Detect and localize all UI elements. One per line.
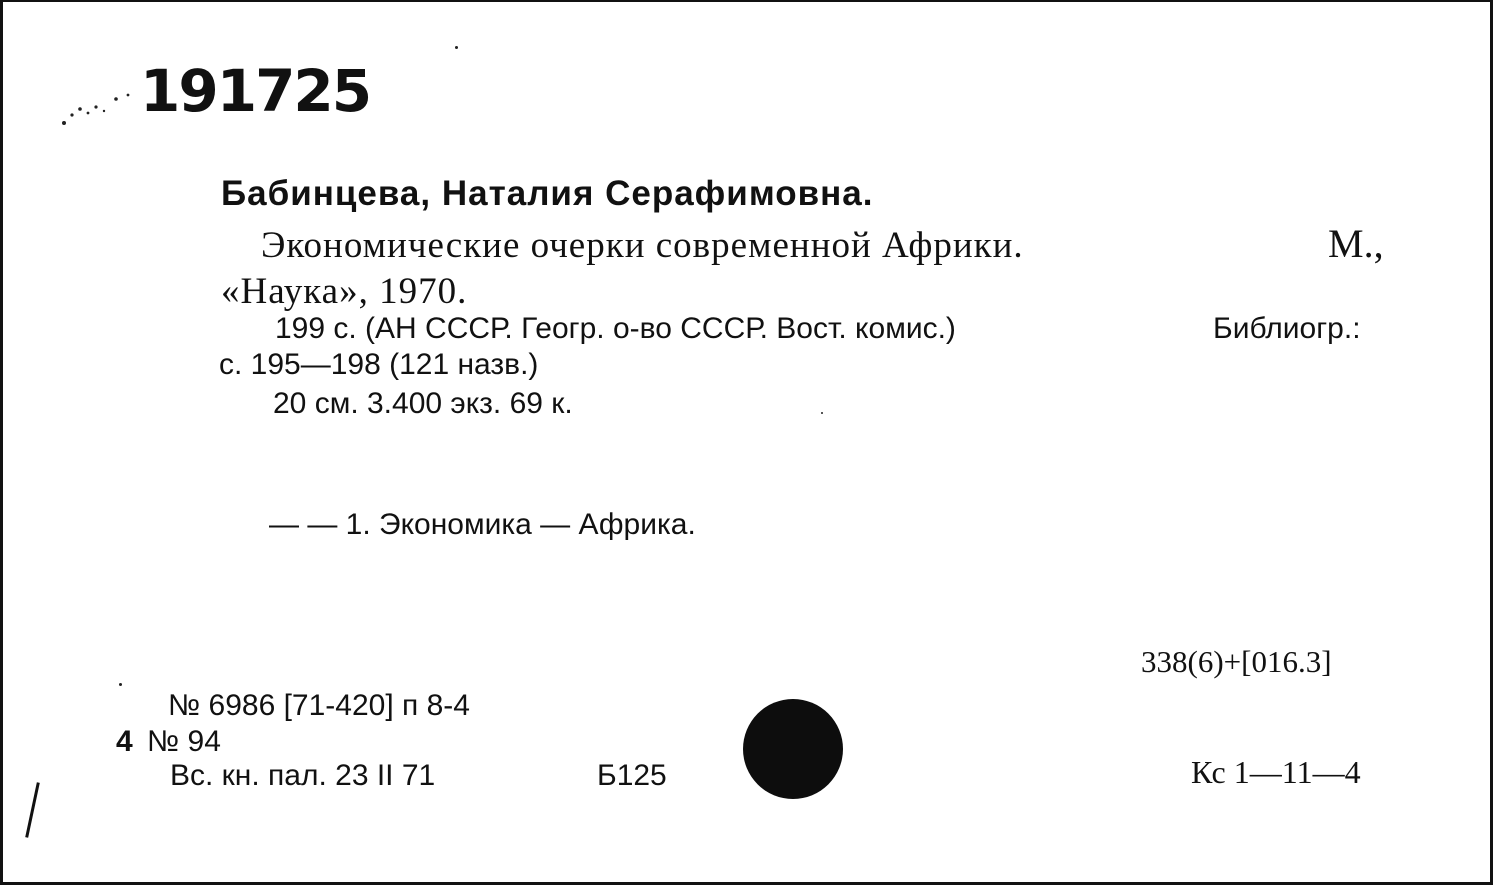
book-chamber-line: Вс. кн. пал. 23 II 71 [170,759,436,792]
classification-code: Кс 1—11—4 [1191,754,1361,790]
speck [455,46,458,49]
publication-city: М., [1328,221,1384,266]
pencil-slash-mark [25,782,40,837]
code-b125: Б125 [597,759,667,792]
udc-code: 338(6)+[016.3] [1141,644,1332,679]
mark-4: 4 [116,725,133,758]
author-heading: Бабинцева, Наталия Серафимовна. [221,174,874,213]
stamp-dots-mark [58,87,138,127]
registration-number: № 6986 [71-420] п 8-4 [168,689,470,722]
title-line-1: Экономические очерки современной Африки. [261,225,1024,266]
speck [119,683,122,686]
description-line-1: 199 с. (АН СССР. Геогр. о-во СССР. Вост. комис.) [275,312,956,345]
inventory-number: 191725 [140,57,371,125]
speck [821,412,823,414]
subject-heading: — — 1. Экономика — Африка. [269,508,696,541]
description-line-2: с. 195—198 (121 назв.) [219,348,539,381]
description-line-3: 20 см. 3.400 экз. 69 к. [273,387,573,420]
title-line-2: «Наука», 1970. [221,271,468,312]
mark-94: № 94 [147,725,221,758]
bibliography-label: Библиогр.: [1213,312,1361,345]
card-hole-punch [743,699,843,799]
